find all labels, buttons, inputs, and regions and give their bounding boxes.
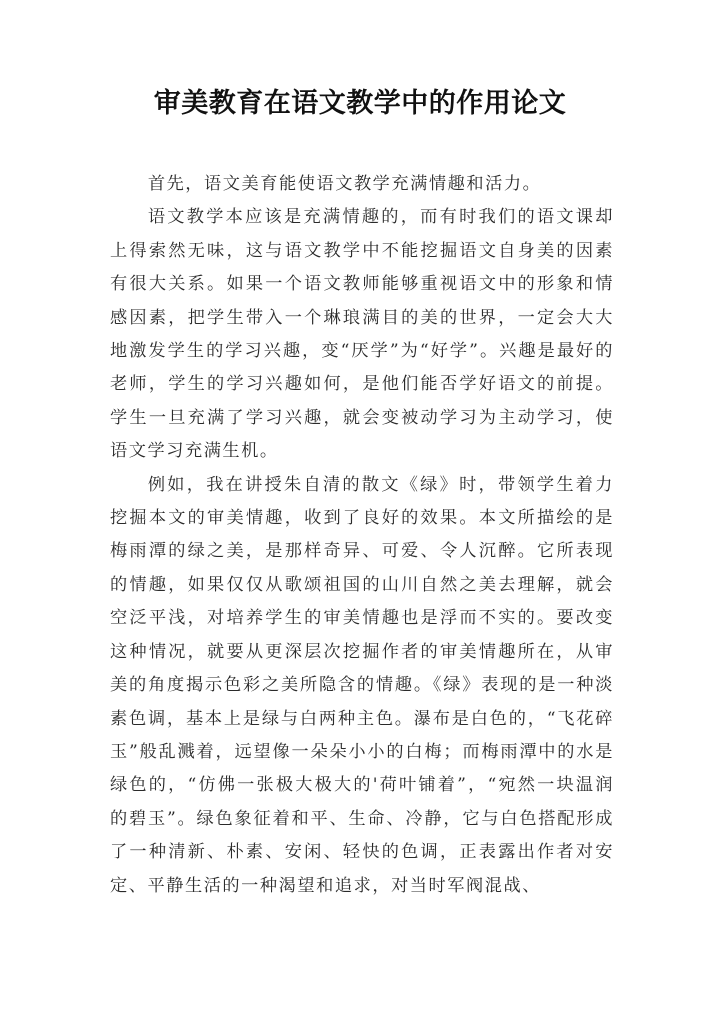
document-body [110,168,614,903]
document-title: 审美教育在语文教学中的作用论文 [153,88,567,119]
paragraph-1: 首先，语文美育能使语文教学充满情趣和活力。 [147,174,542,194]
paragraph-3: 例如，我在讲授朱自清的散文《绿》时，带领学生着力挖掘本文的审美情趣，收到了良好的效果。本文所描绘的是梅雨潭的绿之美，是那样奇异、可爱、令人沉醉。它所表现的情趣，如果仅仅从歌颂祖国的山川自然之美去理解，就会空泛平浅，对培养学生的审美情趣也是浮而不实的。要改变这种情况，就要从更深层次挖掘作者的审美情趣所在，从审美的角度揭示色彩之美所隐含的情趣。《绿》表现的是一种淡素色调，基本上是绿与白两种主色。瀑布是白色的，“飞花碎玉”般乱溅着，远望像一朵朵小小的白梅；而梅雨潭中的水是绿色的，“仿佛一张极大极大的'荷叶铺着”，“宛然一块温润的碧玉”。绿色象征着和平、生命、冷静，它与白色搭配形成了一种清新、朴素、安闲、轻快的色调，正表露出作者对安定、平静生活的一种渴望和追求，对当时军阀混战、 [110,474,614,896]
paragraph-2: 语文教学本应该是充满情趣的，而有时我们的语文课却上得索然无味，这与语文教学中不能挖掘语文自身美的因素有很大关系。如果一个语文教师能够重视语文中的形象和情感因素，把学生带入一个琳琅满目的美的世界，一定会大大地激发学生的学习兴趣，变“厌学”为“好学”。兴趣是最好的老师，学生的学习兴趣如何，是他们能否学好语文的前提。学生一旦充满了学习兴趣，就会变被动学习为主动学习，使语文学习充满生机。 [110,207,614,462]
